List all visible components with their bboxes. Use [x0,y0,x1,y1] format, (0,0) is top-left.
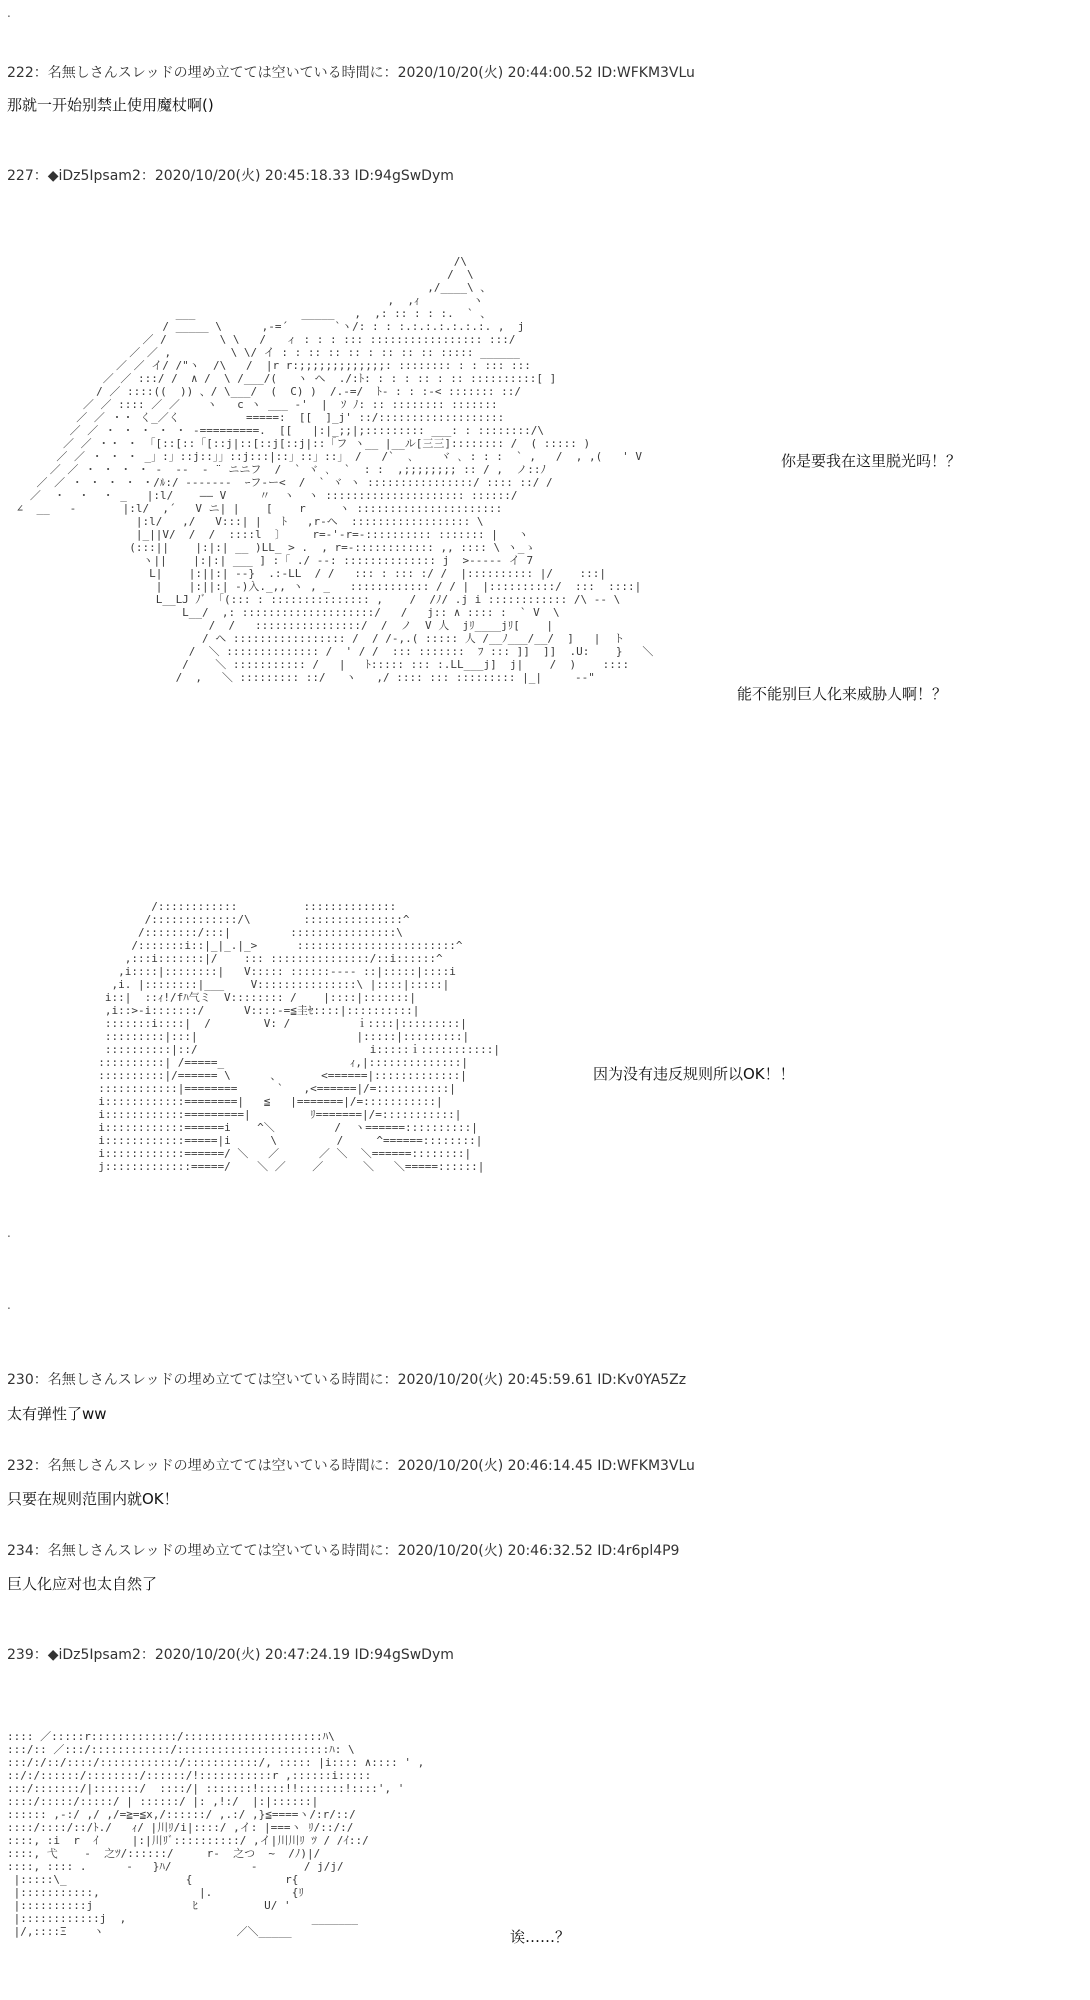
post-header: 239：◆iDz5Ipsam2：2020/10/20(火) 20:47:24.19 ID:94gSwDym [7,1647,454,1663]
stray-dot: . [7,1226,11,1240]
ascii-art-giant: /\ / \ ,/____\ 、 , ,ｨ ヽ ___ _____ , ,: :: : : :. ` 、 / _____ \ ,-=´ `ヽ/: : : :.:.:.:.:.:.:. , j ／ / \ \ / ィ : : : ::: ::::::::::::::::: :::/ ／ ／ , \ \/ イ : : :: :: :: : :: :: :: ::::: ______ ／ ／ イ/ /"ヽ /\ / |r r:;;;;;;;;;;;;;: :::::::: : : ::: ::: ／ ／ :::/ / ∧ / \ /___/( ヽ ヘ ./:ﾄ: : : : :: : :: ::::::::::[ ] / ／ ::::(( )) 、/ \___/ ( C) ) /.-=/ ﾄ- : : :-< ::::::: ::/ ／ ／ :::: ／ ／ ヽ c ヽ ___ -' | ｿ ﾉ: :: :::::::: ::::::: ／ ／ ・・ く_／く =====: [[ ]_j' ::/::::::::::::::::::: ／ ／ ・ ・ ・ ・ ・ -=========. [[ |:|_;;|;::::::::: ___: : ::::::::/\ ／ ／ ・・ ・ 「[::[::「[::j|::[::j[::j|::「フ ヽ__ |__ル[三三]:::::::: / ( ::::: ) ／ ／ ・ ・ ・ _」:」::j::」」::j:::|::」::」::」 / /` ､ ヾ ､ : : : ` , / , ,( ' V ／ ／ ・ ・ ・ ・ ‐ ‐‐ ‐ ¨ ニニフ / ` ヾ ､ ` : : ,;;;;;;;; :: / , ノ::ﾉ ／ ／ ・ ・ ・ ・ ・/ﾙ:/ ‐‐‐‐‐‐‐ ｰフ‐ー< / ` ヾ ヽ ::::::::::::::::/ :::: ::/ / ／ ・ ・ ・ _ |:l/ ―― V 〃 ヽ ヽ ::::::::::::::::::::: ::::::/ ∠ __ - |:l/ ,´ V ニ| | [ r ヽ :::::::::::::::::::::: |:l/ ,/ V:::| | ﾄ ,r-ヘ :::::::::::::::::: \ |_||V/ / / ::::l 〕 r=-'-r=-:::::::::: ::::::: | ヽ (:::|| |:|:| __ )LL_ > . , r=-:::::::::::: ,, :::: \ ヽ_ゝ ヽ|| |:|:| ___ ] :「 ./ -‐: :::::::::::::: j >----- イ 7 L| |:||:| --} .:-LL / / ::: : ::: :/ / |:::::::::: |/ :::| | |:||:| -)入._,, ヽ , _ :::::::::::: / / | |::::::::::/ ::: ::::| L__LJ ﾉﾞ 「(::: : ::::::::::::::: , / /ﾉ/ .j i :::::::::::: /\ ‐‐ \ L__/ ,: ::::::::::::::::::::/ / j:: ∧ :::: : ` V \ / / ::::::::::::::::/ / ノ V 人 jﾘ____jﾘ[ | / ヘ ::::::::::::::::: / / /‐,.( ::::: 人 /__ﾉ___/__/ ] | ト / ＼ :::::::::::::: / ' / / ::: ::::::: ﾌ ::: ]] ]] .U: } ＼ / ＼ ::::::::::: / | ﾄ::::: ::: :.LL___j] j| / ) :::: / , ＼ ::::::::: ::/ ヽ ,/ :::: ::: ::::::::: |_| ‐-" [16,255,654,684]
dialogue-text: 你是要我在这里脱光吗！？ [781,452,962,470]
dialogue-text: 因为没有违反规则所以OK！！ [593,1065,795,1083]
post-header: 234：名無しさんスレッドの埋め立てては空いている時間に：2020/10/20(火) 20:46:32.52 ID:4r6pl4P9 [7,1543,680,1559]
post-body: 那就一开始别禁止使用魔杖啊() [7,96,214,114]
post-body: 太有弹性了ww [7,1405,107,1423]
post-body: 巨人化应对也太自然了 [7,1575,158,1593]
post-header: 222：名無しさんスレッドの埋め立てては空いている時間に：2020/10/20(火) 20:44:00.52 ID:WFKM3VLu [7,65,695,81]
ascii-art-closeup: /:::::::::::: :::::::::::::: /:::::::::::::/\ :::::::::::::::^ /::::::::/:::| ::::::::::::::::\ /:::::::i::|_|_.|_> ::::::::::::::::::::::::^ ,:::i:::::::|/ ::: :::::::::::::::/::i::::::^ ,i::::|::::::::| V::::: ::::::---- ::|:::::|::::i ,i. |::::::::|___ V:::::::::::::::\ |::::|:::::| i::| ::ｨ!/fﾊ气ミ V:::::::: / |::::|:::::::| ,i::>-i:::::::/ V::::-=≦圭ｾ::::|::::::::::| :::::::i::::| / V: / ｉ::::|:::::::::| :::::::::|:::| |:::::|:::::::::| ::::::::::|::/ i:::::ｉ:::::::::::| ::::::::::| /=====_ ｨ,|::::::::::::::| ::::::::::|/====== \ 、 <======|:::::::::::::| ::::::::::::|======== ` ,<======|/=:::::::::::| i::::::::::::========| ≦ |=======|/=:::::::::::| i::::::::::::=========| ﾘ=======|/=:::::::::::| i::::::::::::======i ^＼ / ヽ======::::::::::| i::::::::::::=====|i \ / ^======::::::::| i::::::::::::======/ ＼ ／ ／ ＼ ＼======::::::::| j:::::::::::::=====/ ＼ ／ ／ ＼ ＼=====::::::| [98,900,500,1173]
post-body: 只要在规则范围内就OK！ [7,1490,179,1508]
dialogue-text: 诶……？ [510,1928,571,1946]
post-header: 230：名無しさんスレッドの埋め立てては空いている時間に：2020/10/20(火) 20:45:59.61 ID:Kv0YA5Zz [7,1372,687,1388]
post-header: 232：名無しさんスレッドの埋め立てては空いている時間に：2020/10/20(火) 20:46:14.45 ID:WFKM3VLu [7,1458,695,1474]
post-header: 227：◆iDz5Ipsam2：2020/10/20(火) 20:45:18.33 ID:94gSwDym [7,168,454,184]
stray-dot: . [7,1298,11,1312]
dialogue-text: 能不能别巨人化来威胁人啊！？ [737,685,948,703]
stray-dot: . [7,6,11,20]
ascii-art-surprised: :::: ／:::::r:::::::::::::/:::::::::::::::::::::ﾊ\ :::/:: ／:::/::::::::::::/:::::::::::::::::::::::ﾊ: \ :::/:/::/::::/::::::::::::/:::::::::::/, ::::: |i:::: ∧:::: ' , ::/:/::::::/::::::::/::::::/!:::::::::::r ,::::::i::::: :::/:::::::/|:::::::/ ::::/| :::::::!::::!!:::::::!::::', ' ::::/:::::/:::::/ | ::::::/ |: ,!:/ |:|::::::| :::::: ,-:/ ,/ ,/=≧=≦x,/::::::/ ,.:/ ,}≦====ヽ/:r/::/ ::::/::::/::/ﾄ./ ｨ/ |川ﾘ/i|::::/ ,イ: |===ヽ ﾘ/::/:/ ::::, :i r ｲ |:|川ﾘﾞ::::::::::/ ,イ|川川ﾘ ﾂ / /ｲ::/ ::::, 弋 ‐ 之ﾂ/::::::/ r‐ 之つ ~ /ﾉ)|/ ::::, :::: . ‐ }ﾊ/ ‐ / j/j/ |:::::\_ { r{ |:::::::::::, |. {ﾘ |::::::::::j ﾋ U/ ' |::::::::::::j , _______ |/,::::Ξ ヽ ／＼_____ [7,1730,425,1938]
